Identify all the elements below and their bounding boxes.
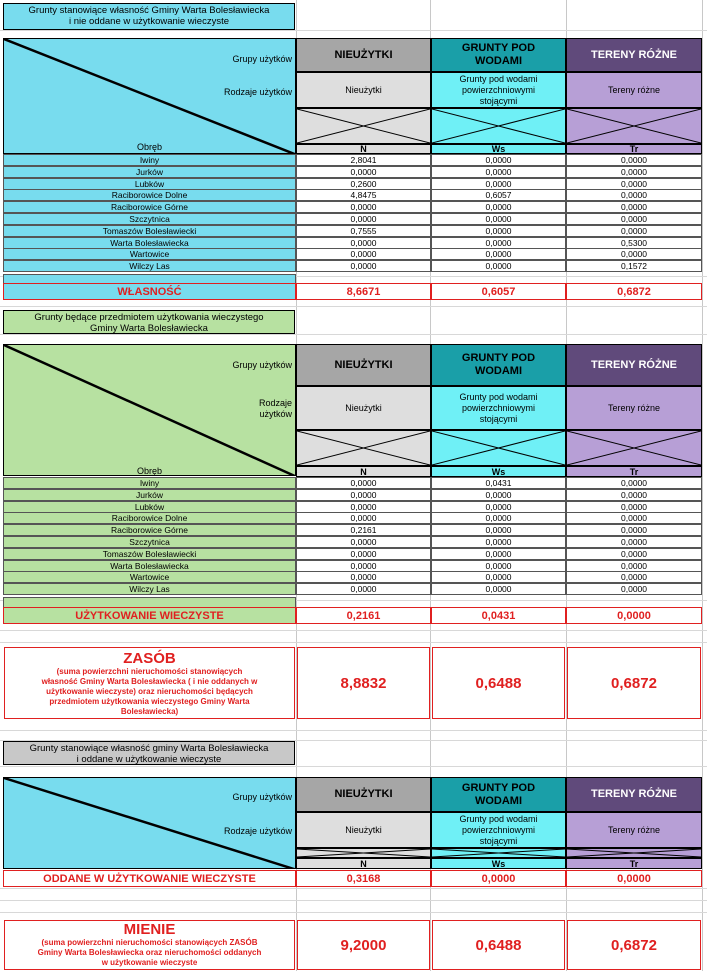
value-n: 0,0000 [296,477,431,489]
value-tr: 0,1572 [566,260,702,272]
code-n: N [296,858,431,869]
mienie-title: MIENIE [123,921,176,938]
value-ws: 0,0000 [431,501,566,513]
crossed-cell [431,430,566,466]
kind-tereny-rozne: Tereny różne [566,386,702,430]
value-ws: 0,0000 [431,571,566,583]
section1-total-n: 8,6671 [296,283,431,300]
section2-total-n: 0,2161 [296,607,431,624]
value-n: 0,0000 [296,489,431,501]
section1-header-corner [3,38,296,154]
mienie-total-n: 9,2000 [297,920,430,970]
value-tr: 0,0000 [566,248,702,260]
value-tr: 0,0000 [566,477,702,489]
group-header-tereny-rozne: TERENY RÓŻNE [566,38,702,72]
crossed-cell [296,108,431,144]
value-tr: 0,0000 [566,536,702,548]
value-n: 0,0000 [296,548,431,560]
section3-total-label: ODDANE W UŻYTKOWANIE WIECZYSTE [3,870,296,887]
value-tr: 0,0000 [566,178,702,190]
section1-title: Grunty stanowiące własność Gminy Warta Bolesławiecka i nie oddane w użytkowanie wieczyste [3,3,295,30]
obreb-name: Raciborowice Dolne [3,189,296,201]
value-n: 0,0000 [296,536,431,548]
value-n: 0,0000 [296,512,431,524]
kind-tereny-rozne: Tereny różne [566,812,702,848]
obreb-name: Szczytnica [3,213,296,225]
section2-total-label: UŻYTKOWANIE WIECZYSTE [3,607,296,624]
section2-total-ws: 0,0431 [431,607,566,624]
crossed-cell [431,848,566,858]
section2-header-corner [3,344,296,476]
code-tr: Tr [566,144,702,154]
crossed-cell [566,108,702,144]
code-n: N [296,466,431,477]
zasob-description: (suma powierzchni nieruchomości stanowiących własność Gminy Warta Bolesławiecka ( i nie oddanych w użytkowanie wieczyste) oraz nieruchomości będących przedmiotem użytkowania wieczystego Gminy Warta Bolesławiecka) [41,666,258,716]
value-ws: 0,0000 [431,154,566,166]
zasob-box [4,647,295,719]
section1-total-tr: 0,6872 [566,283,702,300]
value-n: 0,0000 [296,213,431,225]
obreb-name: Lubków [3,501,296,513]
obreb-label: Obręb [136,466,162,476]
rodzaje-label: Rodzaje użytków [223,826,292,836]
obreb-name: Tomaszów Bolesławiecki [3,548,296,560]
group-header-grunty-pod-wodami: GRUNTY POD WODAMI [431,344,566,386]
group-header-tereny-rozne: TERENY RÓŻNE [566,777,702,812]
value-tr: 0,5300 [566,237,702,249]
value-n: 0,0000 [296,583,431,595]
value-tr: 0,0000 [566,154,702,166]
kind-grunty-pod-wodami: Grunty pod wodami powierzchniowymi stojącymi [431,72,566,108]
obreb-name: Raciborowice Dolne [3,512,296,524]
kind-nieuzytki: Nieużytki [296,812,431,848]
crossed-cell [566,430,702,466]
value-n: 0,0000 [296,571,431,583]
kind-nieuzytki: Nieużytki [296,386,431,430]
value-ws: 0,0000 [431,536,566,548]
crossed-cell [296,430,431,466]
value-ws: 0,0000 [431,178,566,190]
value-n: 0,2161 [296,524,431,536]
obreb-name: Iwiny [3,477,296,489]
value-n: 0,0000 [296,201,431,213]
value-tr: 0,0000 [566,201,702,213]
value-ws: 0,0000 [431,548,566,560]
value-ws: 0,0431 [431,477,566,489]
value-ws: 0,0000 [431,560,566,572]
mienie-box [4,920,295,970]
code-ws: Ws [431,858,566,869]
obreb-name: Warta Bolesławiecka [3,237,296,249]
value-tr: 0,0000 [566,560,702,572]
kind-nieuzytki: Nieużytki [296,72,431,108]
value-n: 2,8041 [296,154,431,166]
zasob-total-ws: 0,6488 [432,647,565,719]
value-n: 0,0000 [296,260,431,272]
value-tr: 0,0000 [566,512,702,524]
obreb-name: Raciborowice Górne [3,201,296,213]
value-n: 0,0000 [296,166,431,178]
obreb-name: Wilczy Las [3,260,296,272]
obreb-name: Wartowice [3,248,296,260]
value-tr: 0,0000 [566,213,702,225]
obreb-name: Iwiny [3,154,296,166]
crossed-cell [566,848,702,858]
value-tr: 0,0000 [566,225,702,237]
group-header-nieuzytki: NIEUŻYTKI [296,344,431,386]
section2-title: Grunty będące przedmiotem użytkowania wieczystego Gminy Warta Bolesławiecka [3,310,295,334]
obreb-name: Wartowice [3,571,296,583]
value-n: 0,7555 [296,225,431,237]
obreb-name: Tomaszów Bolesławiecki [3,225,296,237]
kind-tereny-rozne: Tereny różne [566,72,702,108]
value-tr: 0,0000 [566,166,702,178]
code-tr: Tr [566,466,702,477]
value-tr: 0,0000 [566,489,702,501]
section1-total-ws: 0,6057 [431,283,566,300]
kind-grunty-pod-wodami: Grunty pod wodami powierzchniowymi stojącymi [431,386,566,430]
value-tr: 0,0000 [566,501,702,513]
obreb-name: Warta Bolesławiecka [3,560,296,572]
group-header-nieuzytki: NIEUŻYTKI [296,38,431,72]
value-n: 0,2600 [296,178,431,190]
zasob-total-tr: 0,6872 [567,647,701,719]
value-ws: 0,0000 [431,201,566,213]
mienie-total-ws: 0,6488 [432,920,565,970]
value-tr: 0,0000 [566,571,702,583]
code-ws: Ws [431,144,566,154]
section2-total-tr: 0,0000 [566,607,702,624]
value-ws: 0,0000 [431,248,566,260]
section3-title: Grunty stanowiące własność gminy Warta Bolesławiecka i oddane w użytkowanie wieczyste [3,741,295,765]
section3-total-tr: 0,0000 [566,870,702,887]
value-ws: 0,0000 [431,225,566,237]
section3-total-ws: 0,0000 [431,870,566,887]
value-n: 0,0000 [296,501,431,513]
value-ws: 0,0000 [431,489,566,501]
crossed-cell [296,848,431,858]
value-tr: 0,0000 [566,524,702,536]
value-tr: 0,0000 [566,583,702,595]
value-n: 0,0000 [296,237,431,249]
grupy-label: Grupy użytków [232,360,292,370]
group-header-grunty-pod-wodami: GRUNTY POD WODAMI [431,38,566,72]
value-ws: 0,0000 [431,166,566,178]
obreb-name: Lubków [3,178,296,190]
section3-header-corner [3,777,296,869]
zasob-title: ZASÓB [123,649,176,667]
group-header-nieuzytki: NIEUŻYTKI [296,777,431,812]
value-ws: 0,0000 [431,260,566,272]
group-header-grunty-pod-wodami: GRUNTY POD WODAMI [431,777,566,812]
code-n: N [296,144,431,154]
obreb-name: Szczytnica [3,536,296,548]
obreb-label: Obręb [136,142,162,152]
value-ws: 0,0000 [431,237,566,249]
rodzaje-label: Rodzaje użytków [223,87,292,97]
zasob-total-n: 8,8832 [297,647,430,719]
grupy-label: Grupy użytków [232,792,292,802]
kind-grunty-pod-wodami: Grunty pod wodami powierzchniowymi stojącymi [431,812,566,848]
value-n: 4,8475 [296,189,431,201]
value-n: 0,0000 [296,560,431,572]
value-tr: 0,0000 [566,189,702,201]
obreb-name: Jurków [3,489,296,501]
value-ws: 0,6057 [431,189,566,201]
code-ws: Ws [431,466,566,477]
value-ws: 0,0000 [431,583,566,595]
value-ws: 0,0000 [431,524,566,536]
obreb-name: Raciborowice Górne [3,524,296,536]
rodzaje-label: Rodzaje użytków [258,398,292,419]
section3-total-n: 0,3168 [296,870,431,887]
group-header-tereny-rozne: TERENY RÓŻNE [566,344,702,386]
obreb-name: Jurków [3,166,296,178]
code-tr: Tr [566,858,702,869]
value-n: 0,0000 [296,248,431,260]
mienie-total-tr: 0,6872 [567,920,701,970]
grupy-label: Grupy użytków [232,54,292,64]
obreb-name: Wilczy Las [3,583,296,595]
value-ws: 0,0000 [431,213,566,225]
value-ws: 0,0000 [431,512,566,524]
crossed-cell [431,108,566,144]
section1-total-label: WŁASNOŚĆ [3,283,296,300]
mienie-description: (suma powierzchni nieruchomości stanowiących ZASÓB Gminy Warta Bolesławiecka oraz nieruchomości oddanych w użytkowanie wieczyste [37,938,262,967]
value-tr: 0,0000 [566,548,702,560]
